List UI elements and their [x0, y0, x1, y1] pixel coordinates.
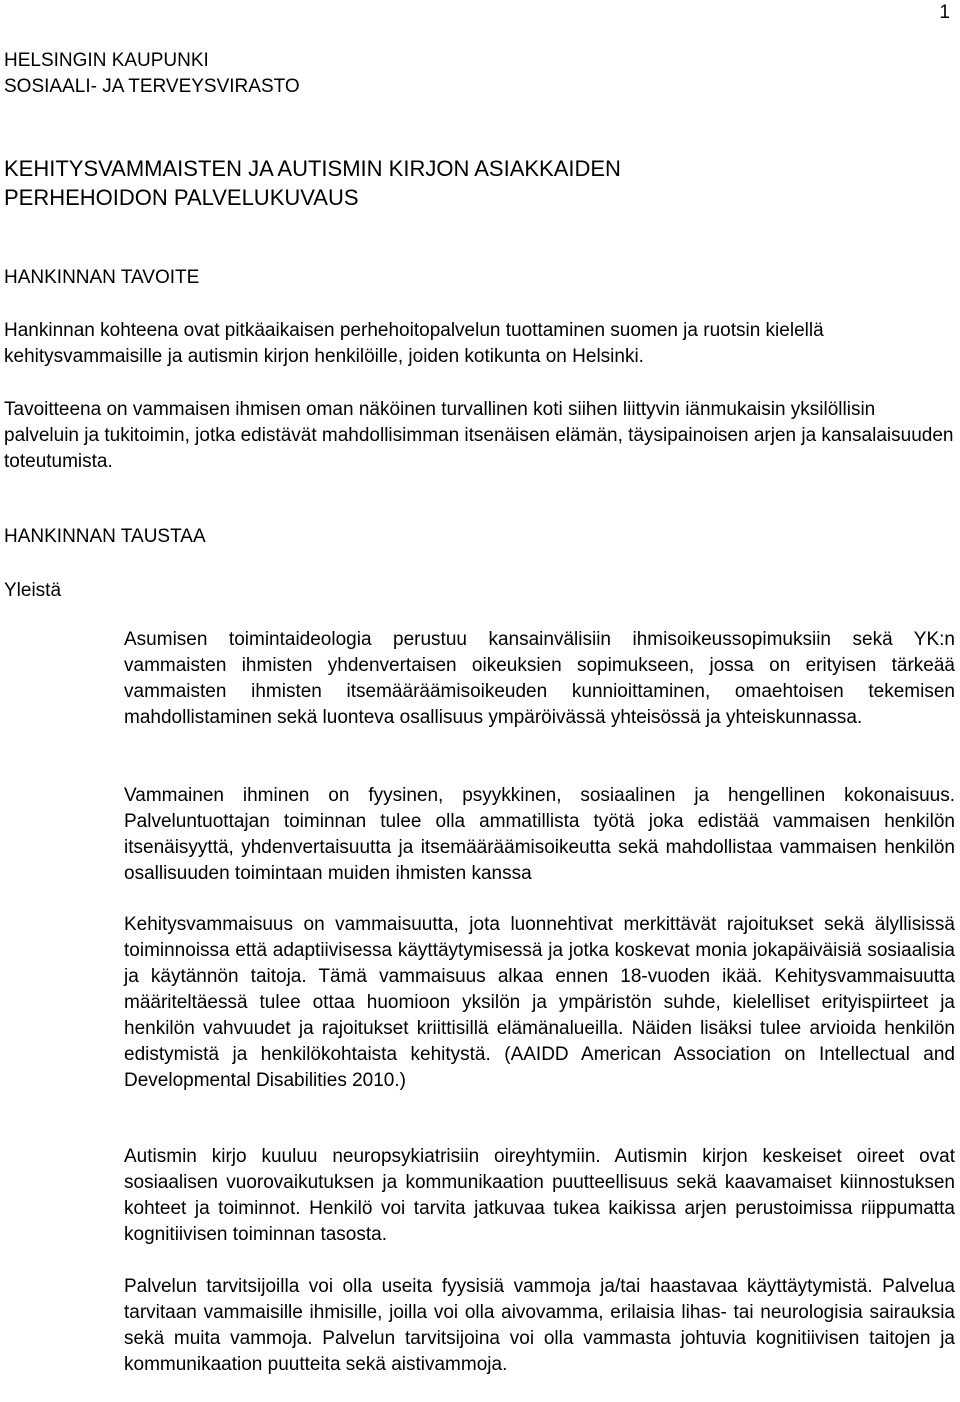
- background-paragraph-5: Palvelun tarvitsijoilla voi olla useita fyysisiä vammoja ja/tai haastavaa käyttäytymistä. Palvelua tarvitaan vammaisille ihmisille, joilla voi olla aivovamma, erilaisia lihas- tai neurologisia sairauksia sekä muita vammoja. Palvelun tarvitsijoina voi olla vammasta johtuvia kognitiivisen taitojen ja kommunikaation puutteita sekä aistivammoja.: [124, 1276, 955, 1375]
- organization-header: [4, 48, 300, 100]
- goal-paragraph-1: Hankinnan kohteena ovat pitkäaikaisen perhehoitopalvelun tuottaminen suomen ja ruotsin kielellä kehitysvammaisille ja autismin kirjon henkilöille, joiden kotikunta on Helsinki.: [4, 320, 824, 367]
- goal-section-heading: HANKINNAN TAVOITE: [4, 267, 200, 288]
- organization-name: HELSINGIN KAUPUNKI: [4, 50, 209, 71]
- organization-department: SOSIAALI- JA TERVEYSVIRASTO: [4, 76, 300, 97]
- background-paragraph-3: Kehitysvammaisuus on vammaisuutta, jota luonnehtivat merkittävät rajoitukset sekä älyllisissä toiminnoissa että adaptiivisessa käyttäytymisessä ja jotka koskevat monia jokapäiväisiä sosiaalisia ja käytännön taitoja. Tämä vammaisuus alkaa ennen 18-vuoden ikää. Kehitysvammaisuutta määriteltäessä tulee ottaa huomioon yksilön ja ympäristön suhde, kielelliset erityispiirteet ja henkilön vahvuudet ja rajoitukset kriittisillä elämänalueilla. Näiden lisäksi tulee arvioida henkilön edistymistä ja henkilökohtaista kehitystä. (AAIDD American Association on Intellectual and Developmental Disabilities 2010.): [124, 914, 955, 1091]
- document-title-line-2: PERHEHOIDON PALVELUKUVAUS: [4, 185, 359, 210]
- background-subheading: Yleistä: [4, 580, 62, 601]
- background-paragraph-1: Asumisen toimintaideologia perustuu kansainvälisiin ihmisoikeussopimuksiin sekä YK:n vammaisten ihmisten yhdenvertaisen oikeuksien sopimukseen, jossa on erityisen tärkeää vammaisten ihmisten itsemääräämisoikeuden kunnioittaminen, omaehtoisen tekemisen mahdollistaminen sekä luonteva osallisuus ympäröivässä yhteisössä ja yhteiskunnassa.: [124, 629, 955, 728]
- page-number: 1: [939, 2, 950, 23]
- background-paragraph-2: Vammainen ihminen on fyysinen, psyykkinen, sosiaalinen ja hengellinen kokonaisuus. Palveluntuottajan toiminnan tulee olla ammatillista työtä joka edistää vammaisen henkilön itsenäisyyttä, yhdenvertaisuutta ja itsemääräämisoikeutta sekä mahdollistaa vammaisen henkilön osallisuuden toimintaan muiden ihmisten kanssa: [124, 785, 955, 884]
- background-section-heading: HANKINNAN TAUSTAA: [4, 526, 206, 547]
- document-title: [4, 154, 621, 212]
- document-title-line-1: KEHITYSVAMMAISTEN JA AUTISMIN KIRJON ASIAKKAIDEN: [4, 156, 621, 181]
- goal-paragraph-2: Tavoitteena on vammaisen ihmisen oman näköinen turvallinen koti siihen liittyvin iänmukaisin yksilöllisin palveluin ja tukitoimin, jotka edistävät mahdollisimman itsenäisen elämän, täysipainoisen arjen ja kansalaisuuden toteutumista.: [4, 399, 954, 472]
- background-paragraph-4: Autismin kirjo kuuluu neuropsykiatrisiin oireyhtymiin. Autismin kirjon keskeiset oireet ovat sosiaalisen vuorovaikutuksen ja kommunikaation puutteellisuus sekä kaavamaiset kiinnostuksen kohteet ja toiminnot. Henkilö voi tarvita jatkuvaa tukea kaikissa arjen perustoimissa riippumatta kognitiivisen toiminnan tasosta.: [124, 1146, 955, 1245]
